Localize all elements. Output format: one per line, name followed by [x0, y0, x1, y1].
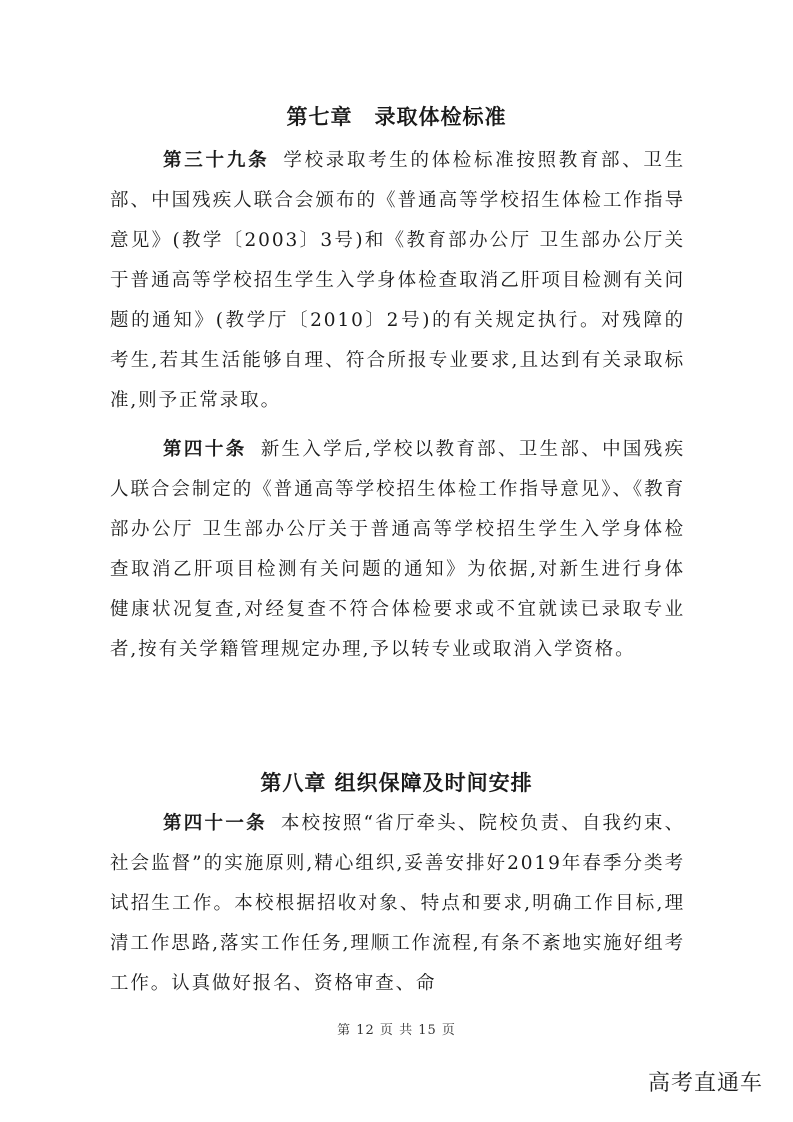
page-footer: 第 12 页 共 15 页 [337, 1023, 456, 1038]
article-41-text: 本校按照“省厅牵头、院校负责、自我约束、社会监督”的实施原则,精心组织,妥善安排好2019年春季分类考试招生工作。本校根据招收对象、特点和要求,明确工作目标,理清工作思路,落实工作任务,理顺工作流程,有条不紊地实施好组考工作。认真做好报名、资格审查、命 [110, 813, 685, 994]
chapter-8-heading: 第八章 组织保障及时间安排 [260, 771, 533, 795]
article-40-text: 新生入学后,学校以教育部、卫生部、中国残疾人联合会制定的《普通高等学校招生体检工作指导意见》、《教育部办公厅 卫生部办公厅关于普通高等学校招生学生入学身体检查取消乙肝项目检测有关问题的通知》为依据,对新生进行身体健康状况复查,对经复查不符合体检要求或不宜就读已录取专业者,按有关学籍管理规定办理,予以转专业或取消入学资格。 [110, 439, 685, 660]
chapter-7-title: 录取体检标准 [374, 105, 507, 129]
article-39-text: 学校录取考生的体检标准按照教育部、卫生部、中国残疾人联合会颁布的《普通高等学校招生体检工作指导意见》(教学〔2003〕3号)和《教育部办公厅 卫生部办公厅关于普通高等学校招生学生入学身体检查取消乙肝项目检测有关问题的通知》(教学厅〔2010〕2号)的有关规定执行。对残障的考生,若其生活能够自理、符合所报专业要求,且达到有关录取标准,则予正常录取。 [110, 150, 685, 411]
chapter-7-number: 第七章 [286, 105, 353, 129]
article-39-label: 第三十九条 [163, 150, 270, 171]
article-41 [110, 804, 685, 1004]
article-40-label: 第四十条 [163, 439, 247, 460]
watermark-logo: 高考直通车 [647, 1071, 763, 1096]
article-41-label: 第四十一条 [163, 813, 267, 834]
article-40 [110, 430, 685, 670]
article-39 [110, 141, 685, 421]
chapter-7-heading [0, 101, 793, 131]
